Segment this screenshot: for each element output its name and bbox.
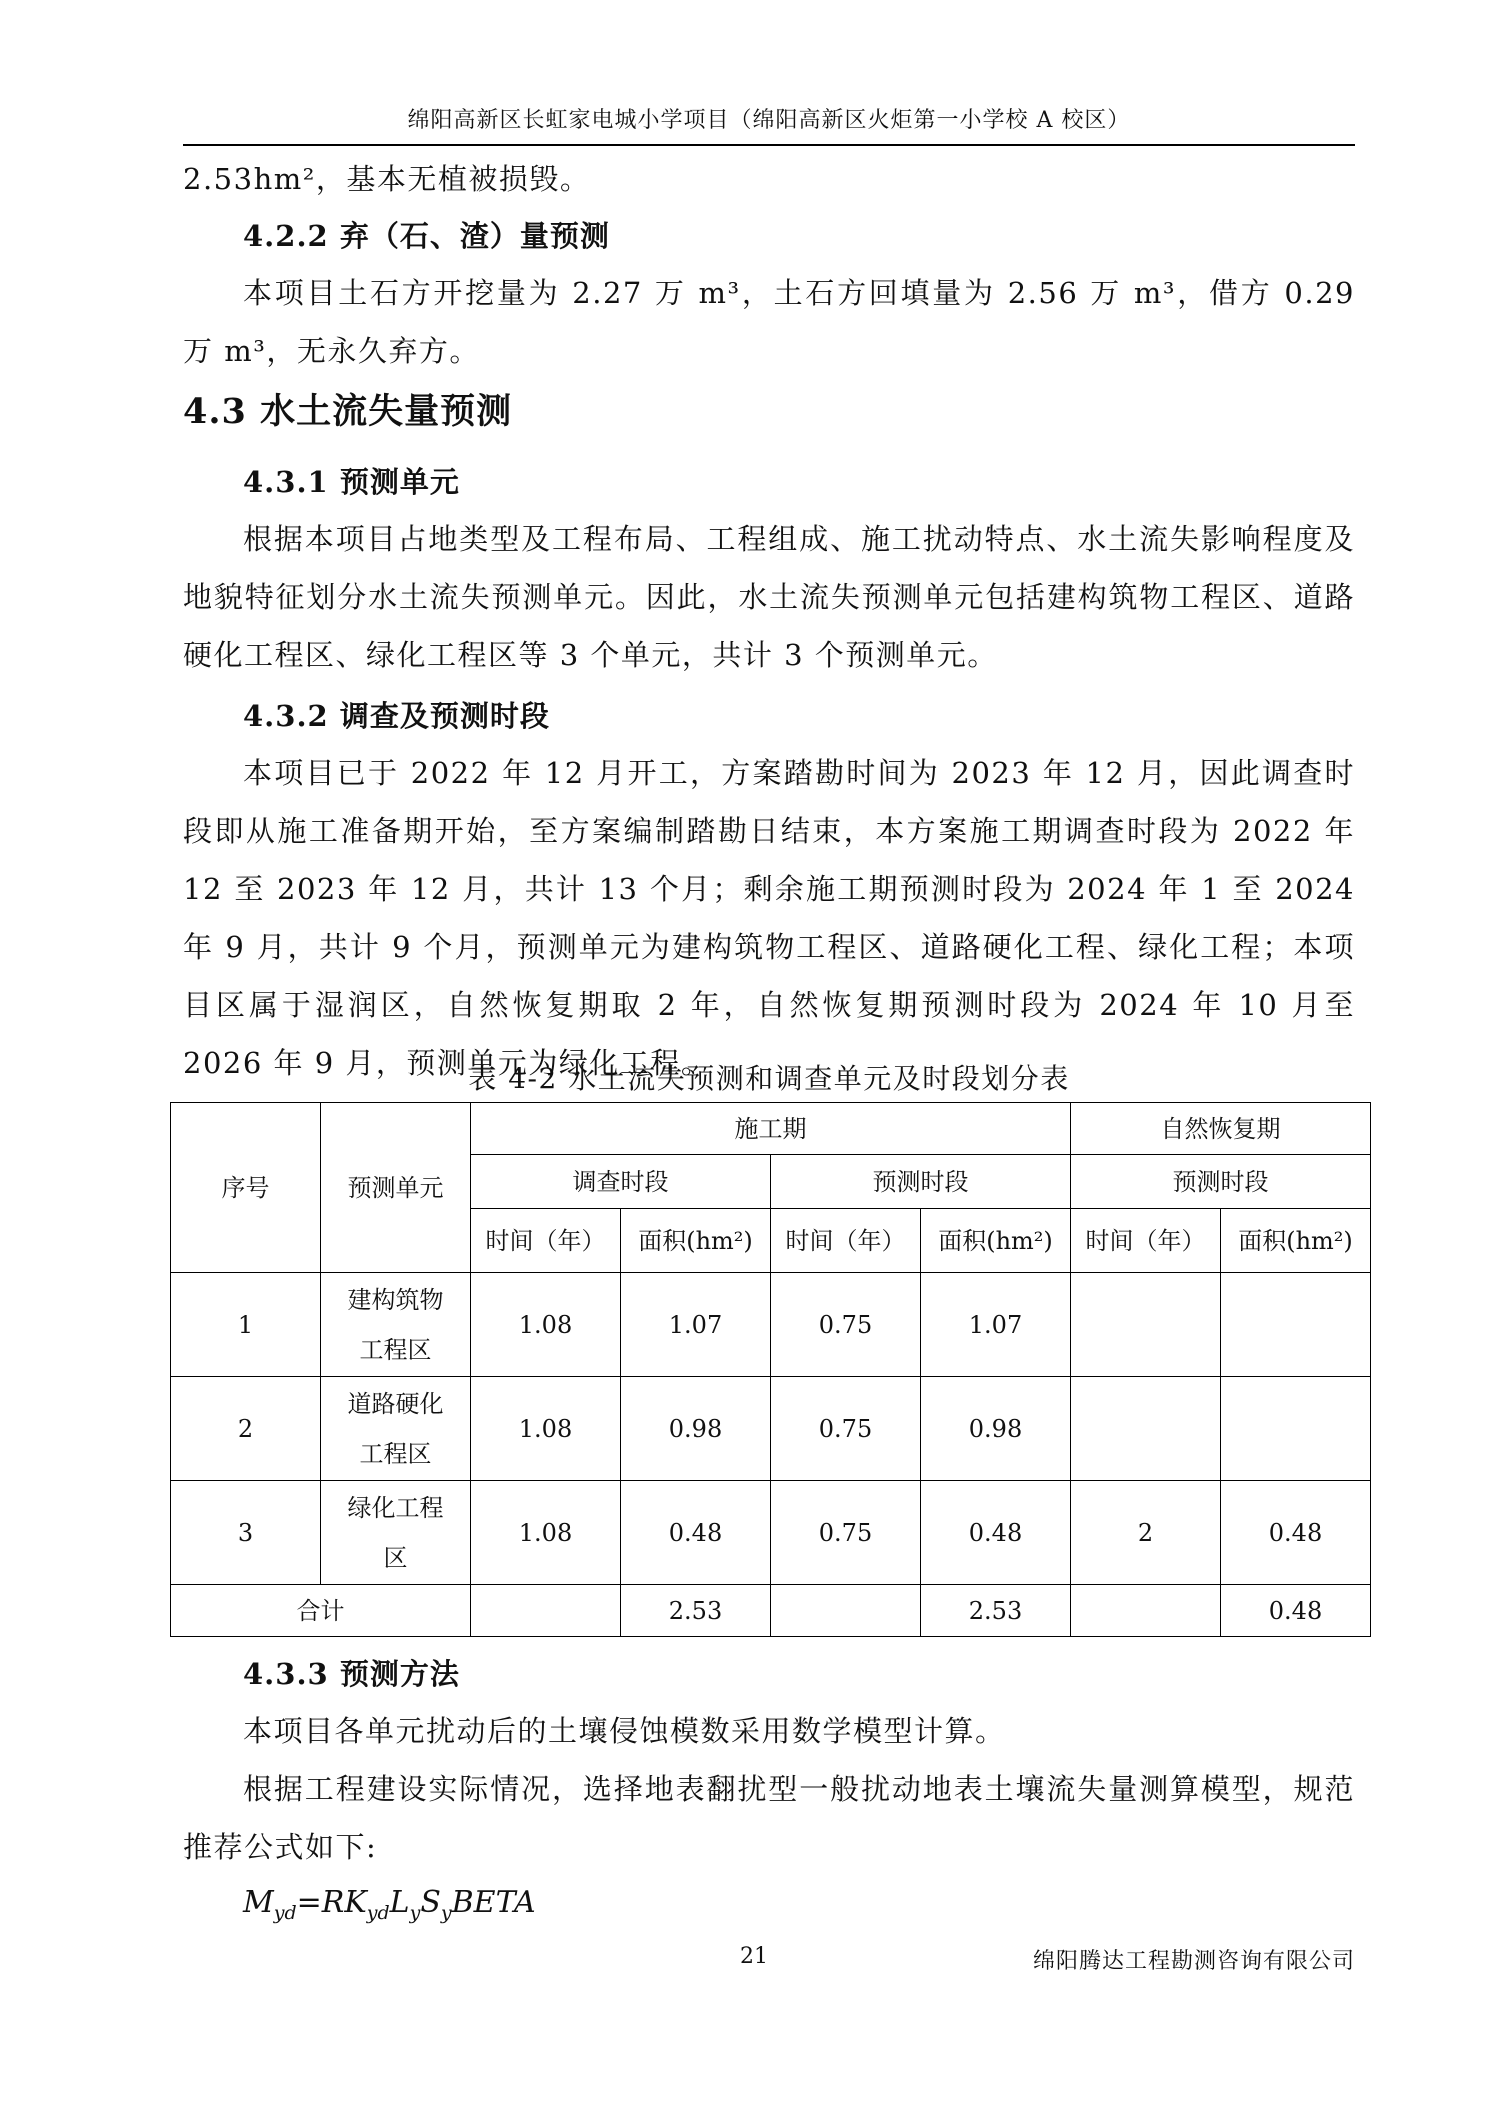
cell-unit [321,1273,471,1377]
cell-index: 1 [171,1273,321,1377]
cell-total-survey-time [471,1585,621,1637]
table-total-row [171,1585,1371,1637]
cell-recovery-time [1071,1273,1221,1377]
header-survey: 调查时段 [471,1155,771,1209]
section-4-3-3-title: 4.3.3 预测方法 [243,1657,460,1691]
cell-forecast-time: 0.75 [771,1273,921,1377]
section-4-3-title: 4.3 水土流失量预测 [183,391,513,432]
section-4-3-2-text: 本项目已于 2022 年 12 月开工，方案踏勘时间为 2023 年 12 月，因此调查时段即从施工准备期开始，至方案编制踏勘日结束，本方案施工期调查时段为 2022 年 12 至 2023 年 12 月，共计 13 个月；剩余施工期预测时段为 2024 年 1 至 2024 年 9 月，共计 9 个月，预测单元为建构筑物工程区、道路硬化工程、绿化工程；本项目区属于湿润区，自然恢复期取 2 年，自然恢复期预测时段为 2024 年 10 月至 2026 年 9 月，预测单元为绿化工程。 [183,756,1355,1080]
page-number: 21 [740,1944,768,1969]
header-index: 序号 [171,1103,321,1273]
formula-eq: =RK [296,1885,367,1920]
header-time: 时间（年） [771,1209,921,1273]
header-unit: 预测单元 [321,1103,471,1273]
header-area: 面积(hm²) [1221,1209,1371,1273]
header-time: 时间（年） [471,1209,621,1273]
cell-total-survey-area: 2.53 [621,1585,771,1637]
cell-unit [321,1377,471,1481]
cell-unit-line2: 区 [383,1543,408,1572]
cell-survey-area: 0.48 [621,1481,771,1585]
cell-unit-line1: 绿化工程 [347,1493,444,1522]
erosion-formula [243,1885,536,1924]
table-row [171,1481,1371,1585]
cell-index: 3 [171,1481,321,1585]
intro-line: 2.53hm²，基本无植被损毁。 [183,162,591,196]
cell-survey-area: 0.98 [621,1377,771,1481]
cell-index: 2 [171,1377,321,1481]
cell-forecast-area: 0.98 [921,1377,1071,1481]
formula-rest: BETA [451,1885,536,1920]
running-header: 绵阳高新区长虹家电城小学项目（绵阳高新区火炬第一小学校 A 校区） [407,108,1131,133]
section-4-3-2-title: 4.3.2 调查及预测时段 [243,699,550,733]
header-area: 面积(hm²) [621,1209,771,1273]
table-row [171,1273,1371,1377]
footer-company: 绵阳腾达工程勘测咨询有限公司 [1032,1949,1355,1974]
cell-unit-line1: 建构筑物 [347,1285,444,1314]
cell-forecast-time: 0.75 [771,1481,921,1585]
cell-survey-area: 1.07 [621,1273,771,1377]
header-rule [183,144,1355,146]
formula-m-sub: yd [273,1902,297,1924]
table-row [171,1377,1371,1481]
header-area: 面积(hm²) [921,1209,1071,1273]
table-caption: 表 4-2 水土流失预测和调查单元及时段划分表 [468,1062,1070,1095]
cell-recovery-area: 0.48 [1221,1481,1371,1585]
cell-unit [321,1481,471,1585]
cell-total-forecast-area: 2.53 [921,1585,1071,1637]
cell-unit-line1: 道路硬化 [347,1389,444,1418]
header-time: 时间（年） [1071,1209,1221,1273]
formula-s-sub: y [440,1902,452,1924]
formula-k-sub: yd [366,1902,390,1924]
cell-total-recovery-area: 0.48 [1221,1585,1371,1637]
formula-m: M [243,1885,274,1920]
division-table [170,1102,1371,1637]
formula-l: L [389,1885,410,1920]
cell-recovery-time: 2 [1071,1481,1221,1585]
table-header-row-1 [171,1103,1371,1155]
cell-survey-time: 1.08 [471,1481,621,1585]
section-4-2-2-title: 4.2.2 弃（石、渣）量预测 [243,219,610,253]
cell-unit-line2: 工程区 [359,1335,432,1364]
cell-survey-time: 1.08 [471,1273,621,1377]
section-4-3-1-title: 4.3.1 预测单元 [243,465,460,499]
section-4-2-2-text: 本项目土石方开挖量为 2.27 万 m³，土石方回填量为 2.56 万 m³，借方 0.29 万 m³，无永久弃方。 [183,276,1355,368]
cell-total-forecast-time [771,1585,921,1637]
header-forecast: 预测时段 [771,1155,1071,1209]
cell-total-recovery-time [1071,1585,1221,1637]
cell-recovery-time [1071,1377,1221,1481]
header-construction: 施工期 [471,1103,1071,1155]
cell-forecast-area: 0.48 [921,1481,1071,1585]
cell-forecast-area: 1.07 [921,1273,1071,1377]
cell-total-label: 合计 [171,1585,471,1637]
cell-recovery-area [1221,1273,1371,1377]
header-recovery: 自然恢复期 [1071,1103,1371,1155]
cell-forecast-time: 0.75 [771,1377,921,1481]
cell-unit-line2: 工程区 [359,1439,432,1468]
cell-survey-time: 1.08 [471,1377,621,1481]
section-4-3-3-p1: 本项目各单元扰动后的土壤侵蚀模数采用数学模型计算。 [243,1714,1006,1748]
formula-l-sub: y [409,1902,421,1924]
section-4-3-3-p2: 根据工程建设实际情况，选择地表翻扰型一般扰动地表土壤流失量测算模型，规范推荐公式如下: [183,1772,1355,1864]
cell-recovery-area [1221,1377,1371,1481]
formula-s: S [420,1885,441,1920]
header-recovery-forecast: 预测时段 [1071,1155,1371,1209]
section-4-3-1-text: 根据本项目占地类型及工程布局、工程组成、施工扰动特点、水土流失影响程度及地貌特征划分水土流失预测单元。因此，水土流失预测单元包括建构筑物工程区、道路硬化工程区、绿化工程区等 3 个单元，共计 3 个预测单元。 [183,522,1355,672]
